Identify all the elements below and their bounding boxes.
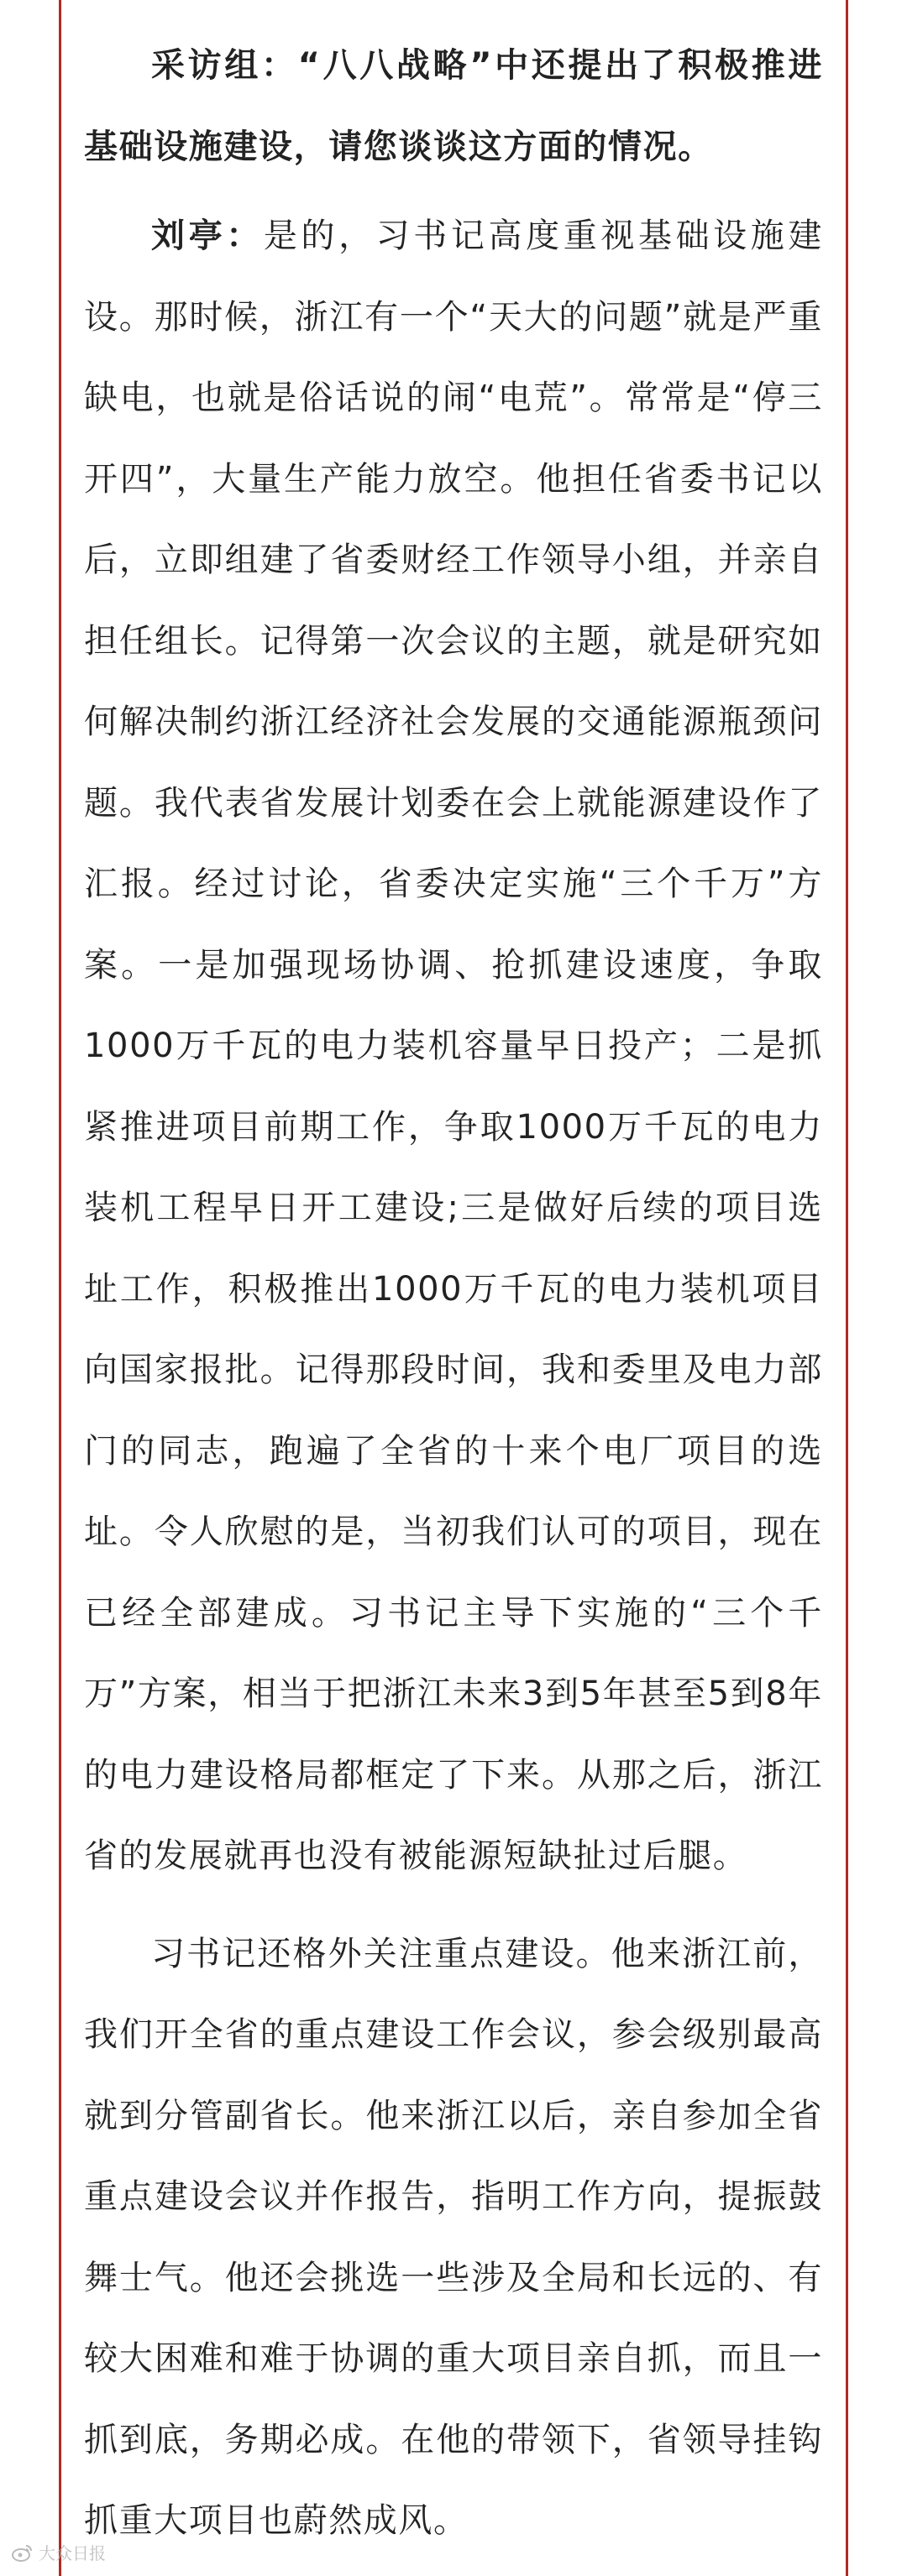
article-body	[84, 25, 823, 2562]
right-border-line	[846, 0, 848, 2576]
weibo-logo-icon	[12, 2543, 34, 2562]
answer-speaker: 刘亭：	[151, 217, 264, 255]
interview-answer	[84, 196, 823, 1897]
watermark-text: 大众日报	[39, 2543, 106, 2563]
answer-text: 是的，习书记高度重视基础设施建设。那时候，浙江有一个“天大的问题”就是严重缺电，也就是俗话说的闹“电荒”。常常是“停三开四”，大量生产能力放空。他担任省委书记以后，立即组建了省委财经工作领导小组，并亲自担任组长。记得第一次会议的主题，就是研究如何解决制约浙江经济社会发展的交通能源瓶颈问题。我代表省发展计划委在会上就能源建设作了汇报。经过讨论，省委决定实施“三个千万”方案。一是加强现场协调、抢抓建设速度，争取1000万千瓦的电力装机容量早日投产；二是抓紧推进项目前期工作，争取1000万千瓦的电力装机工程早日开工建设;三是做好后续的项目选址工作，积极推出1000万千瓦的电力装机项目向国家报批。记得那段时间，我和委里及电力部门的同志，跑遍了全省的十来个电厂项目的选址。令人欣慰的是，当初我们认可的项目，现在已经全部建成。习书记主导下实施的“三个千万”方案，相当于把浙江未来3到5年甚至5到8年的电力建设格局都框定了下来。从那之后，浙江省的发展就再也没有被能源短缺扯过后腿。	[84, 217, 823, 1875]
answer-paragraph-continued: 习书记还格外关注重点建设。他来浙江前，我们开全省的重点建设工作会议，参会级别最高就到分管副省长。他来浙江以后，亲自参加全省重点建设会议并作报告，指明工作方向，提振鼓舞士气。他还会挑选一些涉及全局和长远的、有较大困难和难于协调的重大项目亲自抓，而且一抓到底，务期必成。在他的带领下，省领导挂钩抓重大项目也蔚然成风。	[84, 1934, 823, 2540]
interview-question: 采访组：“八八战略”中还提出了积极推进基础设施建设，请您谈谈这方面的情况。	[84, 46, 823, 166]
source-watermark	[12, 2540, 106, 2564]
left-border-line	[59, 0, 61, 2576]
